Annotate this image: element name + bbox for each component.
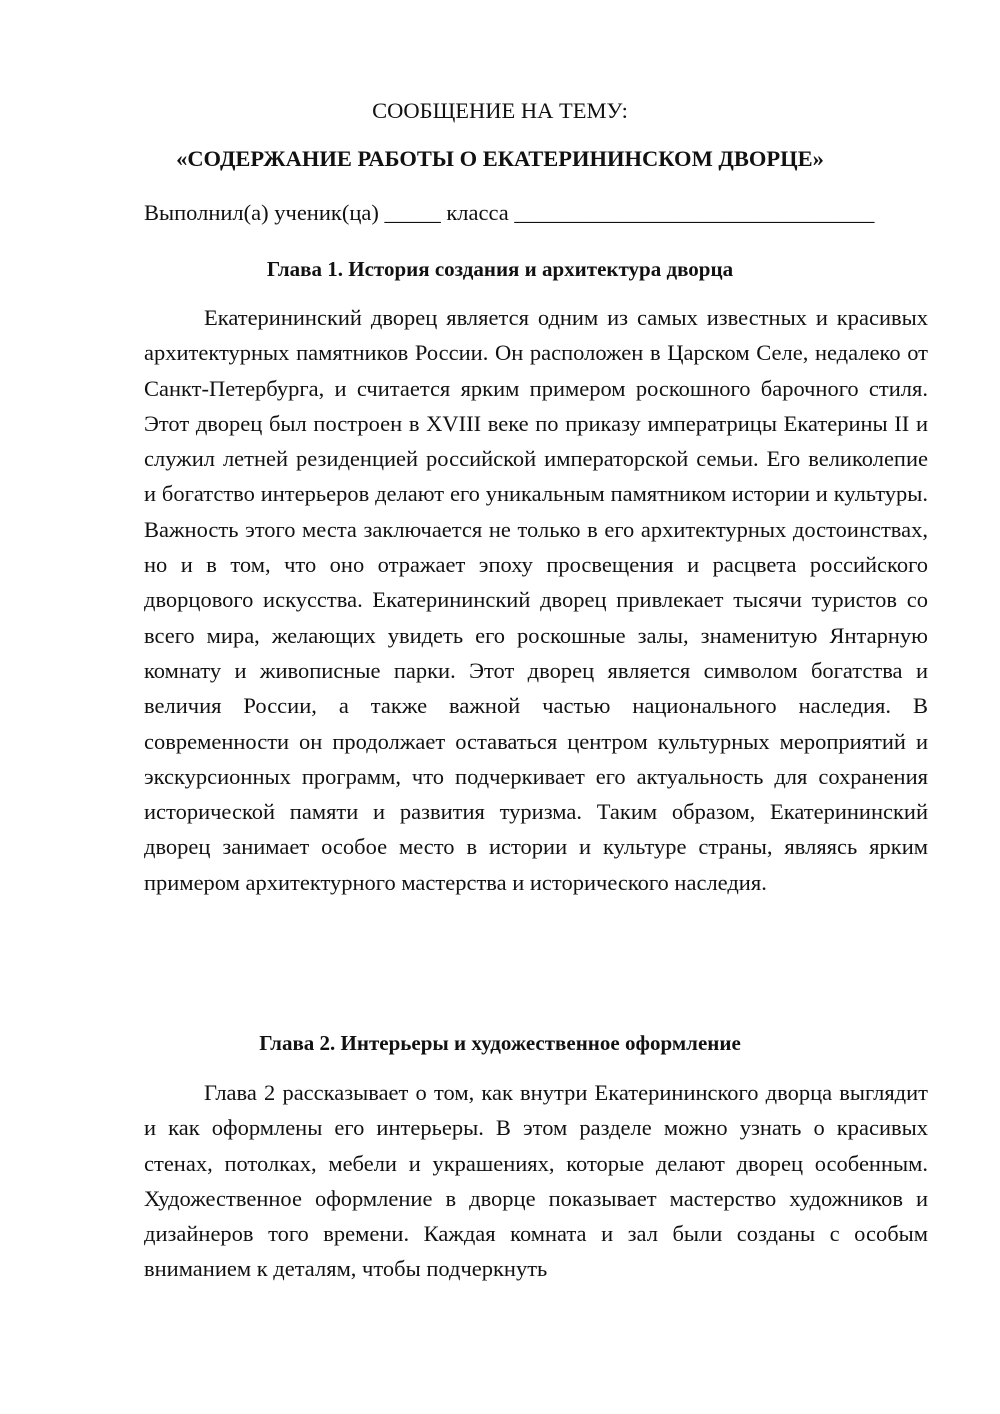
author-line: Выполнил(а) ученик(ца) _____ класса ________________________________	[144, 200, 875, 225]
document-title-line-1: СООБЩЕНИЕ НА ТЕМУ:	[372, 98, 628, 123]
chapter-2-heading: Глава 2. Интерьеры и художественное оформление	[259, 1031, 741, 1055]
document-title-topic: «СОДЕРЖАНИЕ РАБОТЫ О ЕКАТЕРИНИНСКОМ ДВОРЦЕ»	[176, 146, 824, 171]
chapter-2-paragraph: Глава 2 рассказывает о том, как внутри Екатерининского дворца выглядит и как оформлены его интерьеры. В этом разделе можно узнать о красивых стенах, потолках, мебели и украшениях, которые делают дворец особенным. Художественное оформление в дворце показывает мастерство художников и дизайнеров того времени. Каждая комната и зал были созданы с особым вниманием к деталям, чтобы подчеркнуть	[144, 1080, 928, 1282]
chapter-1-heading: Глава 1. История создания и архитектура дворца	[266, 257, 734, 281]
chapter-1-paragraph: Екатерининский дворец является одним из самых известных и красивых архитектурных памятников России. Он расположен в Царском Селе, недалеко от Санкт-Петербурга, и считается ярким примером роскошного барочного стиля. Этот дворец был построен в XVIII веке по приказу императрицы Екатерины II и служил летней резиденцией российской императорской семьи. Его великолепие и богатство интерьеров делают его уникальным памятником истории и культуры. Важность этого места заключается не только в его архитектурных достоинствах, но и в том, что оно отражает эпоху просвещения и расцвета российского дворцового искусства. Екатерининский дворец привлекает тысячи туристов со всего мира, желающих увидеть его роскошные залы, знаменитую Янтарную комнату и живописные парки. Этот дворец является символом богатства и величия России, а также важной частью национального наследия. В современности он продолжает оставаться центром культурных мероприятий и экскурсионных программ, что подчеркивает его актуальность для сохранения исторической памяти и развития туризма. Таким образом, Екатерининский дворец занимает особое место в истории и культуре страны, являясь ярким примером архитектурного мастерства и исторического наследия.	[144, 305, 928, 895]
